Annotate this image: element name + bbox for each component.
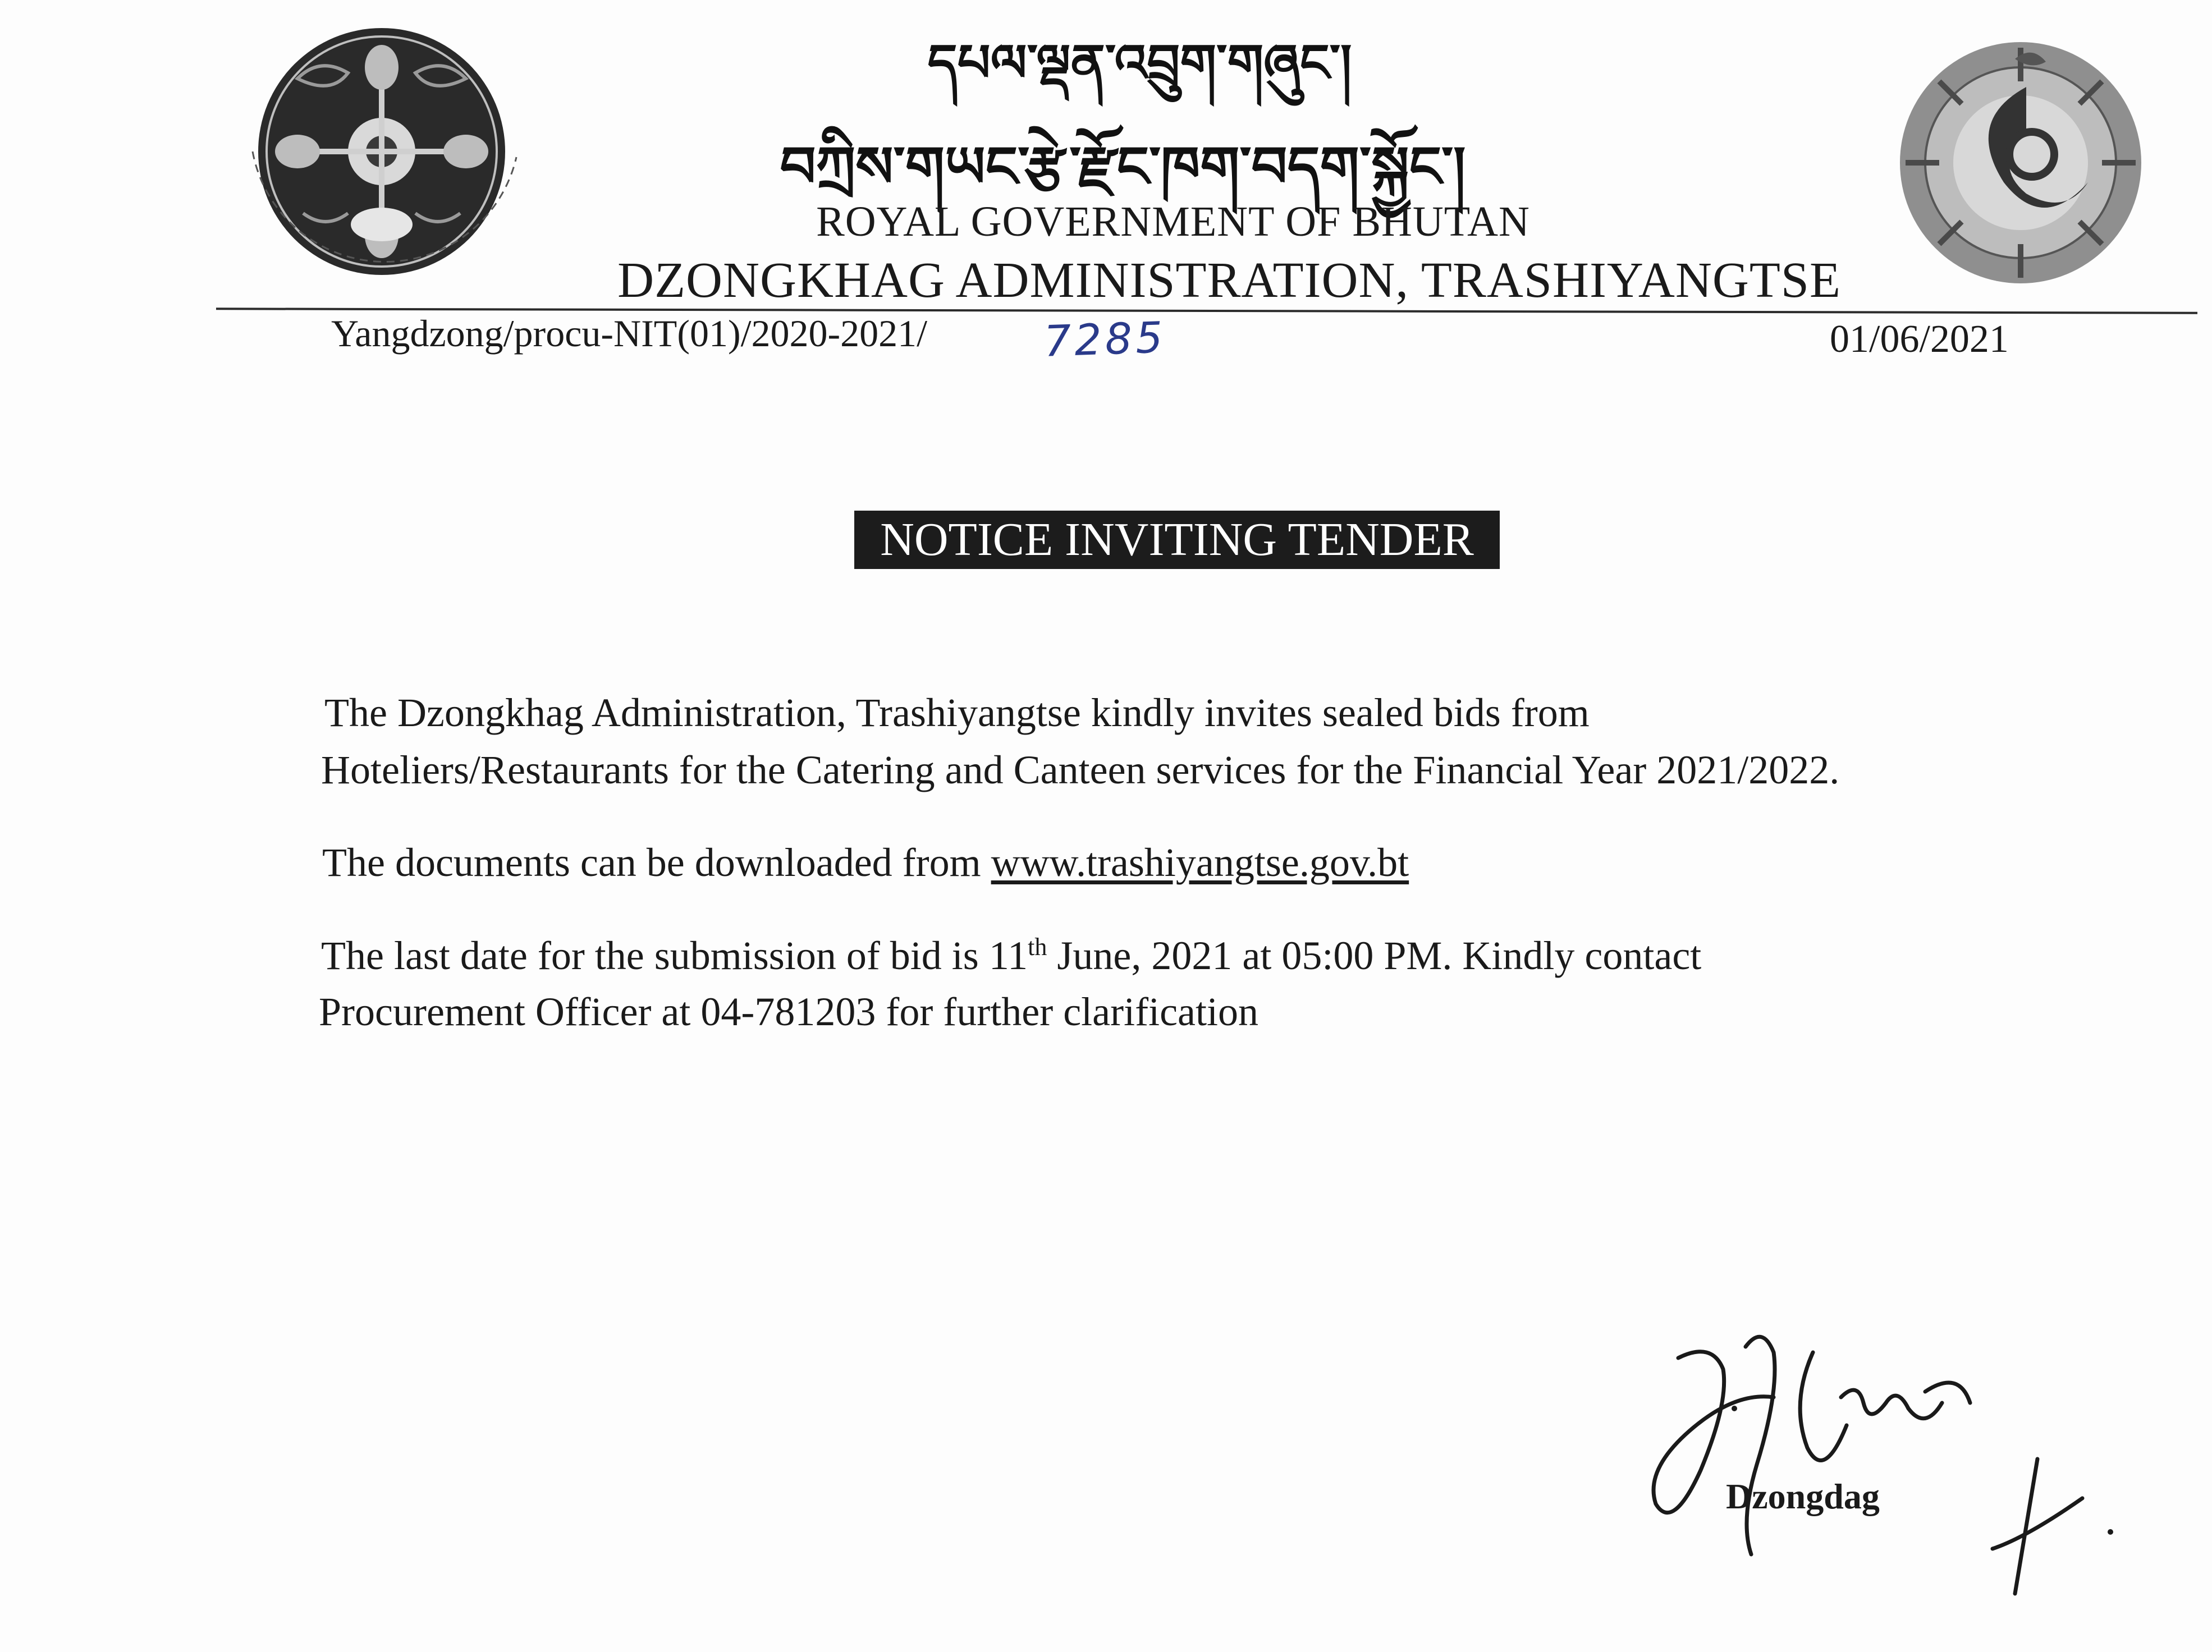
paragraph-1-line-2: Hoteliers/Restaurants for the Catering and Canteen services for the Financial Year 2021/2022. xyxy=(321,747,1840,792)
notice-title: NOTICE INVITING TENDER xyxy=(854,511,1500,569)
download-text: The documents can be downloaded from xyxy=(322,840,991,885)
ordinal-suffix: th xyxy=(1028,933,1047,961)
signatory-title: Dzongdag xyxy=(1726,1476,1880,1516)
paragraph-3-line-1 xyxy=(321,928,1701,984)
administration-heading: DZONGKHAG ADMINISTRATION, TRASHIYANGTSE xyxy=(617,253,1841,308)
deadline-text: The last date for the submission of bid is 11 xyxy=(321,933,1028,978)
download-link[interactable]: www.trashiyangtse.gov.bt xyxy=(991,840,1409,885)
paragraph-3-line-2: Procurement Officer at 04-781203 for further clarification xyxy=(319,989,1258,1034)
reference-number: Yangdzong/procu-NIT(01)/2020-2021/ xyxy=(331,312,928,355)
deadline-text-cont: June, 2021 at 05:00 PM. Kindly contact xyxy=(1047,933,1702,978)
handwritten-reference-number: 7285 xyxy=(1043,312,1167,366)
government-heading: ROYAL GOVERNMENT OF BHUTAN xyxy=(816,198,1530,245)
letter-date: 01/06/2021 xyxy=(1830,318,2009,361)
paragraph-1-line-1: The Dzongkhag Administration, Trashiyangtse kindly invites sealed bids from xyxy=(324,690,1590,735)
handwritten-signature xyxy=(1645,1313,2138,1605)
paragraph-2 xyxy=(322,834,1409,891)
dzongkha-heading-1: དཔལ་ལྡན་འབྲུག་གཞུང་། xyxy=(927,33,1352,93)
dzongkha-heading-2: བཀྲིས་གཡང་རྩེ་རྫོང་ཁག་བདག་སྐྱོང་། xyxy=(780,134,1466,200)
